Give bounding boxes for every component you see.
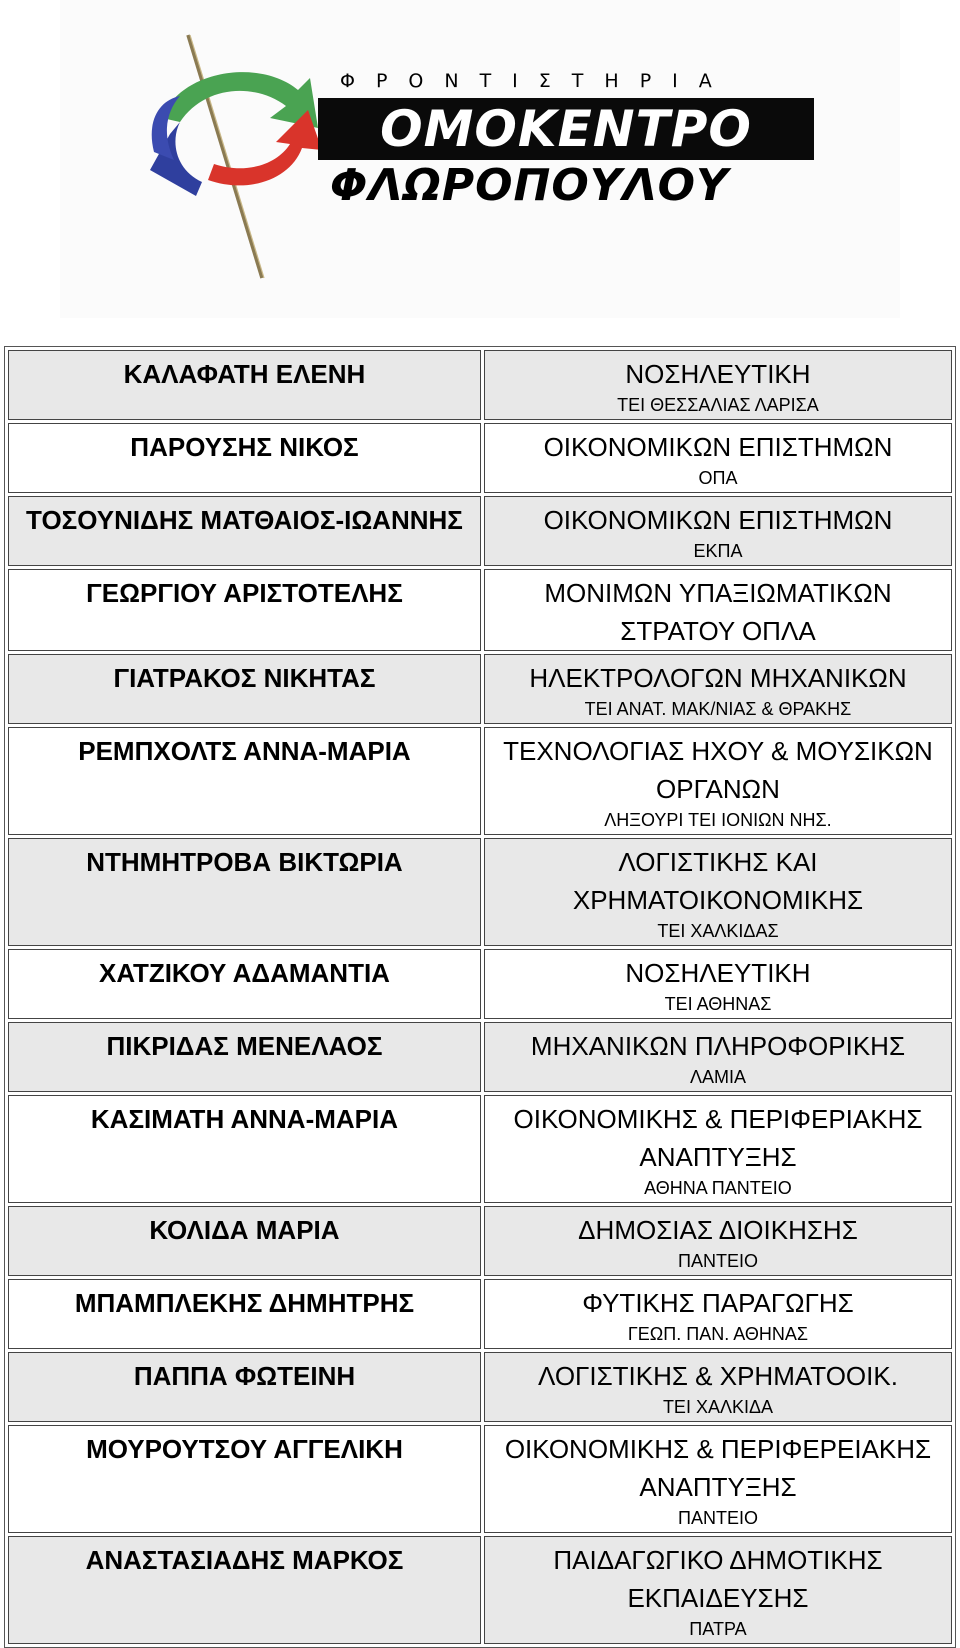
- institution-name: ΤΕΙ ΧΑΛΚΙΔΑ: [662, 1397, 774, 1417]
- student-name: ΠΙΚΡΙΔΑΣ ΜΕΝΕΛΑΟΣ: [8, 1022, 481, 1092]
- student-name: ΝΤΗΜΗΤΡΟΒΑ ΒΙΚΤΩΡΙΑ: [8, 838, 481, 946]
- institution-name: ΓΕΩΠ. ΠΑΝ. ΑΘΗΝΑΣ: [627, 1324, 809, 1344]
- table-row: [8, 1206, 952, 1276]
- admission-cell: [484, 1095, 952, 1203]
- department-name: ΜΗΧΑΝΙΚΩΝ ΠΛΗΡΟΦΟΡΙΚΗΣ: [530, 1031, 906, 1061]
- results-table: [4, 346, 956, 1648]
- stick-line: [188, 35, 262, 278]
- institution-name: ΠΑΝΤΕΙΟ: [677, 1508, 758, 1528]
- admission-cell: [484, 654, 952, 724]
- institution-name: ΤΕΙ ΘΕΣΣΑΛΙΑΣ ΛΑΡΙΣΑ: [617, 395, 819, 415]
- admission-cell: [484, 350, 952, 420]
- admission-cell: [484, 838, 952, 946]
- concentric-arrows-icon: [140, 30, 340, 290]
- table-row: [8, 654, 952, 724]
- department-name: ΗΛΕΚΤΡΟΛΟΓΩΝ ΜΗΧΑΝΙΚΩΝ: [529, 663, 907, 693]
- table-row: [8, 727, 952, 835]
- table-row: [8, 569, 952, 651]
- admission-cell: [484, 1536, 952, 1644]
- department-name: ΜΟΝΙΜΩΝ ΥΠΑΞΙΩΜΑΤΙΚΩΝ ΣΤΡΑΤΟΥ ΟΠΛΑ: [544, 578, 892, 646]
- student-name: ΓΕΩΡΓΙΟΥ ΑΡΙΣΤΟΤΕΛΗΣ: [8, 569, 481, 651]
- department-name: ΟΙΚΟΝΟΜΙΚΗΣ & ΠΕΡΙΦΕΡΕΙΑΚΗΣ ΑΝΑΠΤΥΞΗΣ: [504, 1434, 932, 1502]
- student-name: ΚΑΣΙΜΑΤΗ ΑΝΝΑ-ΜΑΡΙΑ: [8, 1095, 481, 1203]
- institution-name: ΛΑΜΙΑ: [689, 1067, 746, 1087]
- logo-header: [0, 0, 960, 330]
- institution-name: ΕΚΠΑ: [693, 541, 743, 561]
- table-row: [8, 1022, 952, 1092]
- admission-cell: [484, 1206, 952, 1276]
- small-title: ΦΡΟΝΤΙΣΤΗΡΙΑ: [340, 70, 733, 92]
- institution-name: ΠΑΤΡΑ: [689, 1619, 747, 1639]
- institution-name: ΟΠΑ: [698, 468, 738, 488]
- institution-name: ΤΕΙ ΧΑΛΚΙΔΑΣ: [657, 921, 779, 941]
- admission-cell: [484, 1352, 952, 1422]
- department-name: ΛΟΓΙΣΤΙΚΗΣ & ΧΡΗΜΑΤΟΟΙΚ.: [538, 1361, 898, 1391]
- admission-cell: [484, 727, 952, 835]
- table-row: [8, 1095, 952, 1203]
- table-row: [8, 423, 952, 493]
- institution-name: ΠΑΝΤΕΙΟ: [677, 1251, 758, 1271]
- student-name: ΠΑΡΟΥΣΗΣ ΝΙΚΟΣ: [8, 423, 481, 493]
- banner-title: ΟΜΟΚΕΝΤΡΟ: [380, 100, 752, 158]
- table-row: [8, 1279, 952, 1349]
- student-name: ΡΕΜΠΧΟΛΤΣ ΑΝΝΑ-ΜΑΡΙΑ: [8, 727, 481, 835]
- department-name: ΛΟΓΙΣΤΙΚΗΣ ΚΑΙ ΧΡΗΜΑΤΟΙΚΟΝΟΜΙΚΗΣ: [572, 847, 864, 915]
- institution-name: ΤΕΙ ΑΝΑΤ. ΜΑΚ/ΝΙΑΣ & ΘΡΑΚΗΣ: [584, 699, 852, 719]
- department-name: ΔΗΜΟΣΙΑΣ ΔΙΟΙΚΗΣΗΣ: [578, 1215, 858, 1245]
- department-name: ΠΑΙΔΑΓΩΓΙΚΟ ΔΗΜΟΤΙΚΗΣ ΕΚΠΑΙΔΕΥΣΗΣ: [553, 1545, 883, 1613]
- table-row: [8, 496, 952, 566]
- admission-cell: [484, 1425, 952, 1533]
- student-name: ΠΑΠΠΑ ΦΩΤΕΙΝΗ: [8, 1352, 481, 1422]
- student-name: ΧΑΤΖΙΚΟΥ ΑΔΑΜΑΝΤΙΑ: [8, 949, 481, 1019]
- institution-name: ΑΘΗΝΑ ΠΑΝΤΕΙΟ: [644, 1178, 792, 1198]
- institution-name: ΛΗΞΟΥΡΙ ΤΕΙ ΙΟΝΙΩΝ ΝΗΣ.: [604, 810, 832, 830]
- table-row: [8, 838, 952, 946]
- student-name: ΚΟΛΙΔΑ ΜΑΡΙΑ: [8, 1206, 481, 1276]
- department-name: ΤΕΧΝΟΛΟΓΙΑΣ ΗΧΟΥ & ΜΟΥΣΙΚΩΝ ΟΡΓΑΝΩΝ: [503, 736, 933, 804]
- stick-highlight: [190, 35, 264, 278]
- student-name: ΑΝΑΣΤΑΣΙΑΔΗΣ ΜΑΡΚΟΣ: [8, 1536, 481, 1644]
- table-row: [8, 350, 952, 420]
- department-name: ΟΙΚΟΝΟΜΙΚΗΣ & ΠΕΡΙΦΕΡΙΑΚΗΣ ΑΝΑΠΤΥΞΗΣ: [513, 1104, 923, 1172]
- admission-cell: [484, 496, 952, 566]
- student-name: ΜΟΥΡΟΥΤΣΟΥ ΑΓΓΕΛΙΚΗ: [8, 1425, 481, 1533]
- table-row: [8, 1536, 952, 1644]
- red-arrow-icon: [208, 110, 322, 185]
- institution-name: ΤΕΙ ΑΘΗΝΑΣ: [664, 994, 772, 1014]
- department-name: ΦΥΤΙΚΗΣ ΠΑΡΑΓΩΓΗΣ: [582, 1288, 854, 1318]
- student-name: ΜΠΑΜΠΛΕΚΗΣ ΔΗΜΗΤΡΗΣ: [8, 1279, 481, 1349]
- department-name: ΟΙΚΟΝΟΜΙΚΩΝ ΕΠΙΣΤΗΜΩΝ: [543, 505, 893, 535]
- table-row: [8, 1425, 952, 1533]
- admission-cell: [484, 949, 952, 1019]
- department-name: ΝΟΣΗΛΕΥΤΙΚΗ: [625, 359, 811, 389]
- student-name: ΤΟΣΟΥΝΙΔΗΣ ΜΑΤΘΑΙΟΣ-ΙΩΑΝΝΗΣ: [8, 496, 481, 566]
- department-name: ΟΙΚΟΝΟΜΙΚΩΝ ΕΠΙΣΤΗΜΩΝ: [543, 432, 893, 462]
- banner: [318, 98, 814, 160]
- admission-cell: [484, 1279, 952, 1349]
- logo-subtitle: ΦΛΩΡΟΠΟΥΛΟΥ: [330, 160, 729, 211]
- admission-cell: [484, 1022, 952, 1092]
- admission-cell: [484, 423, 952, 493]
- student-name: ΚΑΛΑΦΑΤΗ ΕΛΕΝΗ: [8, 350, 481, 420]
- department-name: ΝΟΣΗΛΕΥΤΙΚΗ: [625, 958, 811, 988]
- results-table-body: [8, 350, 952, 1644]
- table-row: [8, 1352, 952, 1422]
- green-arrow-icon: [162, 72, 318, 128]
- table-row: [8, 949, 952, 1019]
- admission-cell: [484, 569, 952, 651]
- student-name: ΓΙΑΤΡΑΚΟΣ ΝΙΚΗΤΑΣ: [8, 654, 481, 724]
